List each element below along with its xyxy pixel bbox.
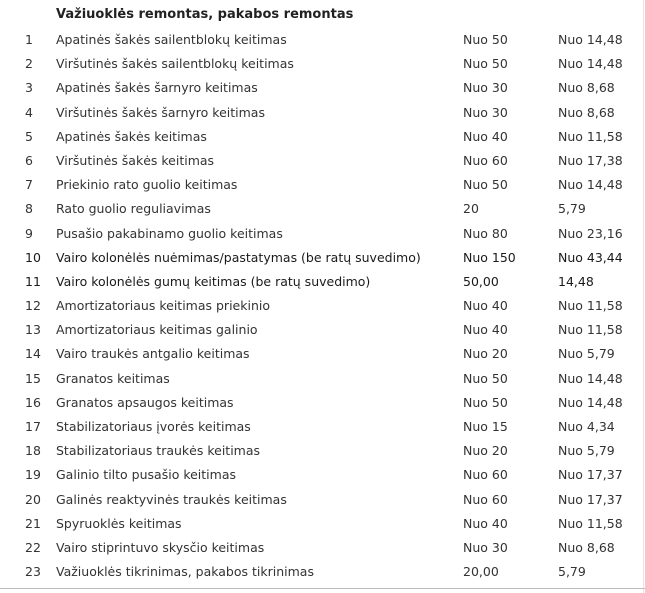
table-row (0, 415, 645, 439)
service-name: Apatinės šakės šarnyro keitimas (56, 80, 258, 96)
table-row (0, 173, 645, 197)
service-price: Nuo 14,48 (558, 370, 623, 386)
service-name: Granatos keitimas (56, 370, 170, 386)
service-minimum: Nuo 40 (463, 298, 508, 314)
service-minimum: Nuo 60 (463, 467, 508, 483)
service-name: Priekinio rato guolio keitimas (56, 177, 238, 193)
table-row (0, 294, 645, 318)
service-minimum: Nuo 40 (463, 515, 508, 531)
service-minimum: 20,00 (463, 564, 499, 580)
service-minimum: Nuo 60 (463, 491, 508, 507)
row-number: 1 (25, 32, 33, 47)
service-minimum: Nuo 50 (463, 56, 508, 72)
service-name: Vairo stiprintuvo skysčio keitimas (56, 539, 265, 555)
table-row (0, 560, 645, 584)
row-number: 3 (25, 80, 33, 96)
service-price: Nuo 8,68 (558, 104, 615, 120)
service-price: Nuo 11,58 (558, 128, 623, 144)
service-price: Nuo 14,48 (558, 177, 623, 193)
table-row (0, 222, 645, 246)
service-name: Apatinės šakės sailentblokų keitimas (56, 32, 287, 47)
service-name: Amortizatoriaus keitimas galinio (56, 322, 258, 338)
service-minimum: Nuo 30 (463, 539, 508, 555)
service-minimum: Nuo 50 (463, 32, 508, 47)
right-border (643, 0, 644, 593)
service-price: Nuo 5,79 (558, 443, 615, 459)
service-name: Viršutinės šakės šarnyro keitimas (56, 104, 265, 120)
service-price: Nuo 17,38 (558, 152, 623, 168)
service-minimum: Nuo 30 (463, 80, 508, 96)
row-number: 20 (25, 491, 41, 507)
row-number: 5 (25, 128, 33, 144)
service-price: Nuo 11,58 (558, 298, 623, 314)
service-name: Spyruoklės keitimas (56, 515, 182, 531)
row-number: 15 (25, 370, 41, 386)
service-minimum: Nuo 20 (463, 443, 508, 459)
row-number: 11 (25, 273, 41, 289)
service-price: Nuo 14,48 (558, 56, 623, 72)
row-number: 8 (25, 201, 33, 217)
section-title: Važiuoklės remontas, pakabos remontas (56, 7, 354, 22)
service-name: Vairo kolonėlės nuėmimas/pastatymas (be ratų suvedimo) (56, 249, 421, 265)
service-name: Galinės reaktyvinės traukės keitimas (56, 491, 287, 507)
row-number: 23 (25, 564, 41, 580)
row-number: 17 (25, 419, 41, 434)
row-number: 6 (25, 152, 33, 168)
service-name: Apatinės šakės keitimas (56, 128, 207, 144)
service-name: Viršutinės šakės sailentblokų keitimas (56, 56, 294, 72)
table-row (0, 463, 645, 487)
row-number: 13 (25, 322, 41, 338)
service-name: Amortizatoriaus keitimas priekinio (56, 298, 270, 314)
service-price: 14,48 (558, 273, 594, 289)
service-name: Stabilizatoriaus įvorės keitimas (56, 419, 251, 434)
service-minimum: Nuo 40 (463, 128, 508, 144)
row-number: 14 (25, 346, 41, 362)
service-name: Galinio tilto pusašio keitimas (56, 467, 236, 483)
service-price: Nuo 8,68 (558, 539, 615, 555)
service-price: Nuo 17,37 (558, 467, 623, 483)
service-price: Nuo 11,58 (558, 515, 623, 531)
bottom-border (0, 588, 645, 589)
table-row (0, 52, 645, 76)
service-minimum: Nuo 150 (463, 249, 516, 265)
service-price: Nuo 14,48 (558, 394, 623, 410)
service-minimum: Nuo 15 (463, 419, 508, 434)
row-number: 22 (25, 539, 41, 555)
row-number: 10 (25, 249, 41, 265)
service-minimum: Nuo 60 (463, 152, 508, 168)
service-price: Nuo 11,58 (558, 322, 623, 338)
service-price: Nuo 14,48 (558, 32, 623, 47)
row-number: 12 (25, 298, 41, 314)
service-minimum: Nuo 30 (463, 104, 508, 120)
row-number: 7 (25, 177, 33, 193)
table-row (0, 391, 645, 415)
table-row (0, 28, 645, 52)
service-price: Nuo 17,37 (558, 491, 623, 507)
service-name: Granatos apsaugos keitimas (56, 394, 234, 410)
row-number: 18 (25, 443, 41, 459)
table-row (0, 76, 645, 100)
table-row (0, 101, 645, 125)
table-row (0, 367, 645, 391)
service-minimum: Nuo 50 (463, 370, 508, 386)
table-row (0, 512, 645, 536)
table-row (0, 149, 645, 173)
service-name: Pusašio pakabinamo guolio keitimas (56, 225, 283, 241)
service-name: Važiuoklės tikrinimas, pakabos tikrinimas (56, 564, 314, 580)
service-name: Vairo traukės antgalio keitimas (56, 346, 250, 362)
service-name: Stabilizatoriaus traukės keitimas (56, 443, 261, 459)
row-number: 19 (25, 467, 41, 483)
service-price: Nuo 23,16 (558, 225, 623, 241)
service-price: Nuo 4,34 (558, 419, 615, 434)
service-name: Vairo kolonėlės gumų keitimas (be ratų suvedimo) (56, 273, 371, 289)
table-row (0, 318, 645, 342)
service-price: 5,79 (558, 564, 586, 580)
table-row (0, 488, 645, 512)
price-table (0, 28, 645, 584)
table-row (0, 125, 645, 149)
table-row (0, 270, 645, 294)
row-number: 4 (25, 104, 33, 120)
table-row (0, 342, 645, 366)
service-minimum: 20 (463, 201, 479, 217)
table-row (0, 197, 645, 221)
service-price: 5,79 (558, 201, 586, 217)
service-minimum: Nuo 20 (463, 346, 508, 362)
service-minimum: 50,00 (463, 273, 499, 289)
service-price: Nuo 43,44 (558, 249, 623, 265)
table-row (0, 246, 645, 270)
service-price: Nuo 5,79 (558, 346, 615, 362)
row-number: 16 (25, 394, 41, 410)
service-minimum: Nuo 80 (463, 225, 508, 241)
service-minimum: Nuo 50 (463, 394, 508, 410)
table-row (0, 536, 645, 560)
service-minimum: Nuo 40 (463, 322, 508, 338)
row-number: 21 (25, 515, 41, 531)
service-name: Rato guolio reguliavimas (56, 201, 211, 217)
row-number: 2 (25, 56, 33, 72)
table-row (0, 439, 645, 463)
row-number: 9 (25, 225, 33, 241)
service-name: Viršutinės šakės keitimas (56, 152, 215, 168)
service-minimum: Nuo 50 (463, 177, 508, 193)
service-price: Nuo 8,68 (558, 80, 615, 96)
